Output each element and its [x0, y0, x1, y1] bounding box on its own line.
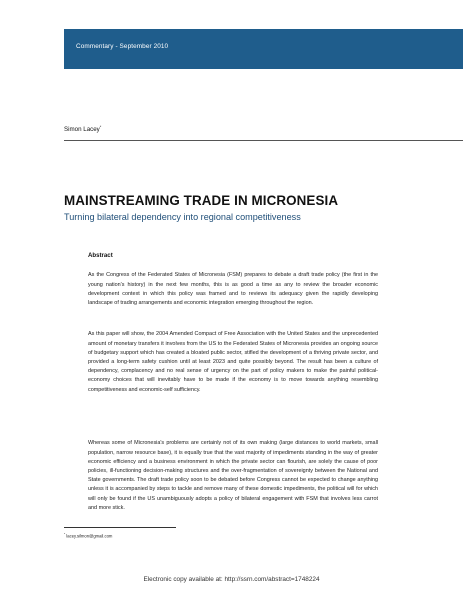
abstract-heading: Abstract	[88, 252, 113, 259]
document-title: MAINSTREAMING TRADE IN MICRONESIA	[64, 193, 339, 208]
footnote-email: lacey.silmon@gmail.com	[66, 533, 113, 539]
ssrn-watermark: Electronic copy available at: http://ssrn.com/abstract=1748224	[143, 576, 320, 583]
footnote	[64, 532, 112, 538]
author-name-text: Simon Lacey	[64, 126, 100, 134]
abstract-paragraph-1: As the Congress of the Federated States of Micronesia (FSM) prepares to debate a draft trade policy (the first in the young nation's history) in the next few months, this is as good a time as any to review the broader economic development context in which this policy was framed and to reviews its adequacy given the rapidly developing landscape of trading arrangements and economic integration emerging throughout the region.	[88, 272, 378, 307]
banner-text: Commentary - September 2010	[76, 43, 169, 50]
header-banner	[64, 29, 463, 69]
abstract-paragraph-2: As this paper will show, the 2004 Amended Compact of Free Association with the United States and the unprecedented amount of monetary transfers it involves from the US to the Federated States of Micronesia provides an ongoing source of budgetary support which has created a bloated public sector, stifled the development of a thriving private sector, and provided a long-term safety cushion until at least 2023 and quite possibly beyond. The result has been a culture of dependency, complacency and no real sense of urgency on the part of policy makers to make the painful political-economy choices that will inevitably have to be made if the economy is to move towards anything resembling competitiveness and economic-self sufficiency.	[88, 331, 378, 393]
header-divider	[64, 140, 463, 141]
document-subtitle: Turning bilateral dependency into regional competitiveness	[64, 212, 301, 222]
footnote-divider	[64, 527, 176, 528]
author-footnote-marker: *	[99, 124, 102, 129]
abstract-paragraph-3: Whereas some of Micronesia's problems are certainly not of its own making (large distances to world markets, small population, narrow resource base), it is equally true that the vast majority of impediments standing in the way of greater economic efficiency and a business environment in which the private sector can flourish, are solely the cause of poor policies, ill-functioning decision-making structures and the over-fragmentation of sovereignty between the National and State governments. The draft trade policy soon to be debated before Congress cannot be expected to change anything unless it is accompanied by steps to tackle and remove many of these domestic impediments, the political will for which will only be found if the US unambiguously adopts a policy of bilateral engagement with FSM that involves less carrot and more stick.	[88, 440, 378, 511]
footnote-marker: *	[64, 532, 66, 536]
author-name	[64, 124, 101, 133]
